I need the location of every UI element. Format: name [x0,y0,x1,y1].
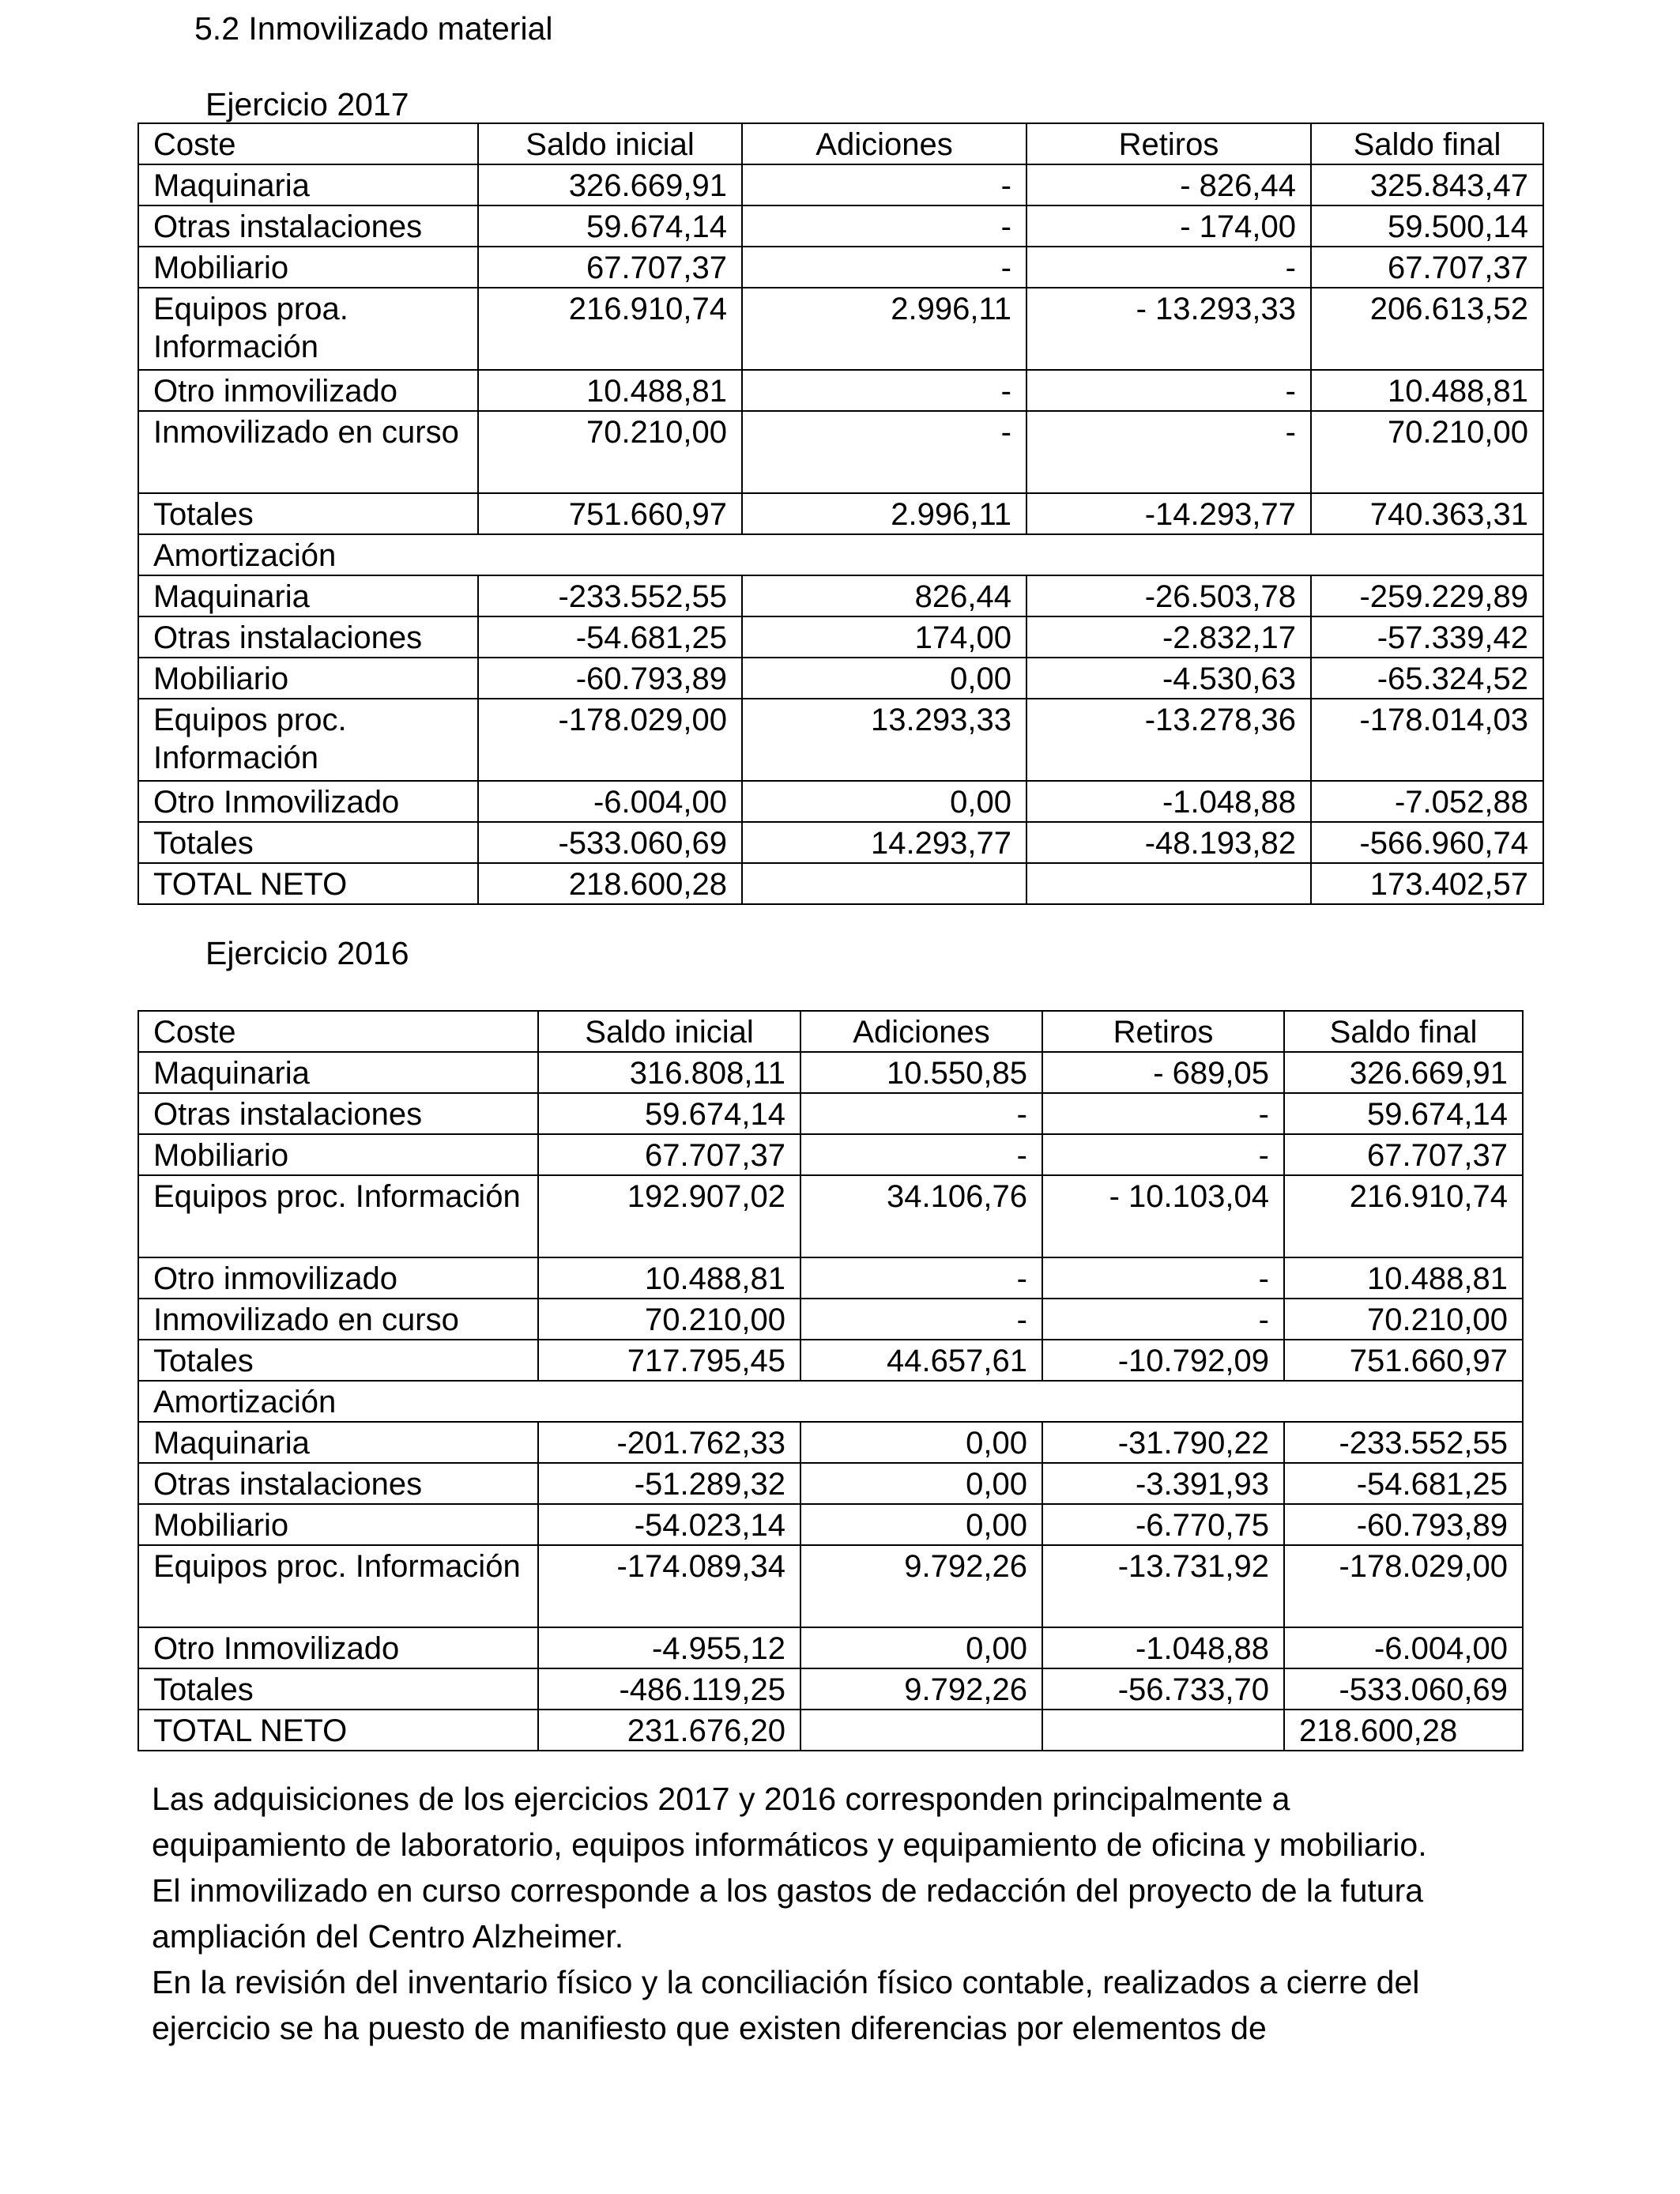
table-cell: -57.339,42 [1311,616,1543,658]
table-cell: -14.293,77 [1026,493,1311,534]
table-row [138,247,1543,288]
table-cell: 316.808,11 [538,1052,800,1093]
table-cell: 826,44 [742,575,1026,616]
column-header: Adiciones [800,1011,1042,1052]
row-label: Inmovilizado en curso [138,1299,538,1340]
table-cell: - [1026,247,1311,288]
column-header: Retiros [1042,1011,1284,1052]
table-cell: 206.613,52 [1311,288,1543,370]
column-header: Coste [138,1011,538,1052]
row-label: Otras instalaciones [138,616,478,658]
row-label: Totales [138,822,478,863]
table-cell: - [800,1257,1042,1299]
table-cell: 0,00 [742,658,1026,699]
table-cell: 44.657,61 [800,1340,1042,1381]
table-cell [742,863,1026,904]
table-row [138,699,1543,781]
table-cell: -259.229,89 [1311,575,1543,616]
table-row [138,411,1543,493]
amortization-label: Amortización [138,534,1543,575]
table-row [138,1257,1523,1299]
table-cell: 13.293,33 [742,699,1026,781]
table-cell: - [742,205,1026,247]
row-label: Maquinaria [138,164,478,205]
table-cell: -2.832,17 [1026,616,1311,658]
table-cell: 14.293,77 [742,822,1026,863]
row-label: Equipos proc. Información [138,699,478,781]
section-title: 5.2 Inmovilizado material [194,10,553,47]
table-cell: - [742,411,1026,493]
table-cell: - [1026,370,1311,411]
table-cell: - [742,164,1026,205]
totals-row [138,493,1543,534]
table-cell: 216.910,74 [1284,1175,1523,1257]
table-cell: 67.707,37 [538,1134,800,1175]
table-row [138,1504,1523,1545]
table-cell: 231.676,20 [538,1710,800,1751]
table-cell: -1.048,88 [1042,1627,1284,1668]
fixed-assets-table-2016 [137,1010,1524,1751]
row-label: Totales [138,493,478,534]
table-row [138,1545,1523,1627]
table-cell: 717.795,45 [538,1340,800,1381]
paragraph-acquisitions [152,1776,1522,1868]
table-cell [800,1710,1042,1751]
table-cell: - [1042,1093,1284,1134]
table-cell: 10.488,81 [1284,1257,1523,1299]
table-cell: -54.681,25 [478,616,742,658]
row-label: Totales [138,1668,538,1710]
table-cell: -6.770,75 [1042,1504,1284,1545]
table-cell: - 10.103,04 [1042,1175,1284,1257]
table-cell: 2.996,11 [742,288,1026,370]
row-label: Otro inmovilizado [138,370,478,411]
table-cell: 70.210,00 [1284,1299,1523,1340]
table-row [138,1299,1523,1340]
table-row [138,658,1543,699]
totals-row [138,1340,1523,1381]
table-cell: 59.674,14 [1284,1093,1523,1134]
row-label: Maquinaria [138,1422,538,1463]
row-label: Equipos proa. Información [138,288,478,370]
paragraph-line: ampliación del Centro Alzheimer. [152,1918,624,1955]
table-cell: -10.792,09 [1042,1340,1284,1381]
table-cell: 218.600,28 [1284,1710,1523,1751]
table-cell [1026,863,1311,904]
paragraph-in-progress [152,1868,1522,1959]
table-cell: -6.004,00 [478,781,742,822]
table-cell: -26.503,78 [1026,575,1311,616]
table-cell: -201.762,33 [538,1422,800,1463]
table-cell: 10.550,85 [800,1052,1042,1093]
table-row [138,205,1543,247]
row-label: Otras instalaciones [138,205,478,247]
table-cell: - [1042,1299,1284,1340]
row-label: Otro inmovilizado [138,1257,538,1299]
row-label: Mobiliario [138,1504,538,1545]
amortization-label: Amortización [138,1381,1523,1422]
table-cell: - [800,1093,1042,1134]
table-cell: -7.052,88 [1311,781,1543,822]
column-header: Retiros [1026,123,1311,164]
column-header: Saldo inicial [538,1011,800,1052]
table-cell: 326.669,91 [1284,1052,1523,1093]
table-cell: 9.792,26 [800,1545,1042,1627]
row-label: Mobiliario [138,658,478,699]
table-cell: - 13.293,33 [1026,288,1311,370]
table-cell: 0,00 [800,1422,1042,1463]
fixed-assets-table-2017 [137,123,1544,905]
table-cell: -178.014,03 [1311,699,1543,781]
table-cell: -233.552,55 [478,575,742,616]
table-cell: -174.089,34 [538,1545,800,1627]
amortization-section-row [138,534,1543,575]
amortization-section-row [138,1381,1523,1422]
table-cell: 192.907,02 [538,1175,800,1257]
paragraph-line: ejercicio se ha puesto de manifiesto que existen diferencias por elementos de [152,2010,1267,2046]
table-cell: 2.996,11 [742,493,1026,534]
table-cell: - [742,247,1026,288]
row-label: Equipos proc. Información [138,1175,538,1257]
table-cell: 59.500,14 [1311,205,1543,247]
totals-row [138,1668,1523,1710]
table-cell: -3.391,93 [1042,1463,1284,1504]
table-row [138,1463,1523,1504]
row-label: Totales [138,1340,538,1381]
table-cell: 70.210,00 [1311,411,1543,493]
paragraph-line: En la revisión del inventario físico y la conciliación físico contable, realizados a cierre del [152,1964,1420,2000]
table-cell: -178.029,00 [478,699,742,781]
table-row [138,575,1543,616]
table-cell: -65.324,52 [1311,658,1543,699]
row-label: Maquinaria [138,575,478,616]
table-cell: 10.488,81 [1311,370,1543,411]
totals-row [138,822,1543,863]
table-cell: -4.955,12 [538,1627,800,1668]
table-cell: -13.278,36 [1026,699,1311,781]
table-cell: 326.669,91 [478,164,742,205]
table-cell: 70.210,00 [478,411,742,493]
table-row [138,164,1543,205]
table-cell: 740.363,31 [1311,493,1543,534]
table-cell: 10.488,81 [478,370,742,411]
table-cell: 59.674,14 [538,1093,800,1134]
row-label: Otras instalaciones [138,1463,538,1504]
table-cell: 34.106,76 [800,1175,1042,1257]
row-label: Inmovilizado en curso [138,411,478,493]
total-neto-row [138,863,1543,904]
row-label: Mobiliario [138,1134,538,1175]
table-cell: 0,00 [800,1463,1042,1504]
table-cell: - [1042,1134,1284,1175]
table-cell: -566.960,74 [1311,822,1543,863]
table-row [138,1052,1523,1093]
paragraph-line: Las adquisiciones de los ejercicios 2017 y 2016 corresponden principalmente a [152,1781,1290,1817]
row-label: Maquinaria [138,1052,538,1093]
table-row [138,1134,1523,1175]
table-cell: 751.660,97 [1284,1340,1523,1381]
table-cell: -6.004,00 [1284,1627,1523,1668]
row-label: TOTAL NETO [138,863,478,904]
table-row [138,616,1543,658]
table-row [138,370,1543,411]
table-row [138,288,1543,370]
table-row [138,1093,1523,1134]
year-label-2016: Ejercicio 2016 [205,935,409,971]
table-row [138,1422,1523,1463]
table-cell: -533.060,69 [1284,1668,1523,1710]
column-header: Saldo final [1284,1011,1523,1052]
table-cell: -1.048,88 [1026,781,1311,822]
table-cell: - [800,1134,1042,1175]
table-cell: 0,00 [800,1627,1042,1668]
column-header: Saldo final [1311,123,1543,164]
year-label-2017: Ejercicio 2017 [205,86,409,123]
row-label: Otras instalaciones [138,1093,538,1134]
table-cell: 216.910,74 [478,288,742,370]
table-cell: 9.792,26 [800,1668,1042,1710]
table-cell: 0,00 [742,781,1026,822]
table-cell: - [800,1299,1042,1340]
table-cell: 325.843,47 [1311,164,1543,205]
row-label: TOTAL NETO [138,1710,538,1751]
table-row [138,1175,1523,1257]
table-cell: -13.731,92 [1042,1545,1284,1627]
table-cell: 67.707,37 [1284,1134,1523,1175]
table-cell: -48.193,82 [1026,822,1311,863]
column-header: Saldo inicial [478,123,742,164]
row-label: Mobiliario [138,247,478,288]
table-cell: -60.793,89 [1284,1504,1523,1545]
table-cell: 0,00 [800,1504,1042,1545]
table-cell: 173.402,57 [1311,863,1543,904]
table-cell: - [1042,1257,1284,1299]
table-header-row [138,1011,1523,1052]
table-cell: -233.552,55 [1284,1422,1523,1463]
table-cell: - 174,00 [1026,205,1311,247]
table-cell: - [742,370,1026,411]
table-cell: - 826,44 [1026,164,1311,205]
table-cell: 59.674,14 [478,205,742,247]
paragraph-line: equipamiento de laboratorio, equipos informáticos y equipamiento de oficina y mobiliario. [152,1826,1427,1863]
table-row [138,781,1543,822]
table-cell: 70.210,00 [538,1299,800,1340]
table-cell: 218.600,28 [478,863,742,904]
table-cell: -54.023,14 [538,1504,800,1545]
table-row [138,1627,1523,1668]
table-header-row [138,123,1543,164]
table-cell [1042,1710,1284,1751]
row-label: Otro Inmovilizado [138,1627,538,1668]
table-cell: 174,00 [742,616,1026,658]
table-cell: -4.530,63 [1026,658,1311,699]
column-header: Coste [138,123,478,164]
table-cell: -486.119,25 [538,1668,800,1710]
table-cell: 67.707,37 [1311,247,1543,288]
table-cell: 67.707,37 [478,247,742,288]
table-cell: -54.681,25 [1284,1463,1523,1504]
paragraph-inventory-review [152,1959,1522,2051]
row-label: Equipos proc. Información [138,1545,538,1627]
table-cell: -60.793,89 [478,658,742,699]
table-cell: - [1026,411,1311,493]
table-cell: -51.289,32 [538,1463,800,1504]
table-cell: -178.029,00 [1284,1545,1523,1627]
table-cell: -533.060,69 [478,822,742,863]
paragraph-line: El inmovilizado en curso corresponde a los gastos de redacción del proyecto de la futura [152,1872,1424,1909]
table-cell: -56.733,70 [1042,1668,1284,1710]
table-cell: 10.488,81 [538,1257,800,1299]
column-header: Adiciones [742,123,1026,164]
table-cell: -31.790,22 [1042,1422,1284,1463]
table-cell: 751.660,97 [478,493,742,534]
row-label: Otro Inmovilizado [138,781,478,822]
table-cell: - 689,05 [1042,1052,1284,1093]
total-neto-row [138,1710,1523,1751]
